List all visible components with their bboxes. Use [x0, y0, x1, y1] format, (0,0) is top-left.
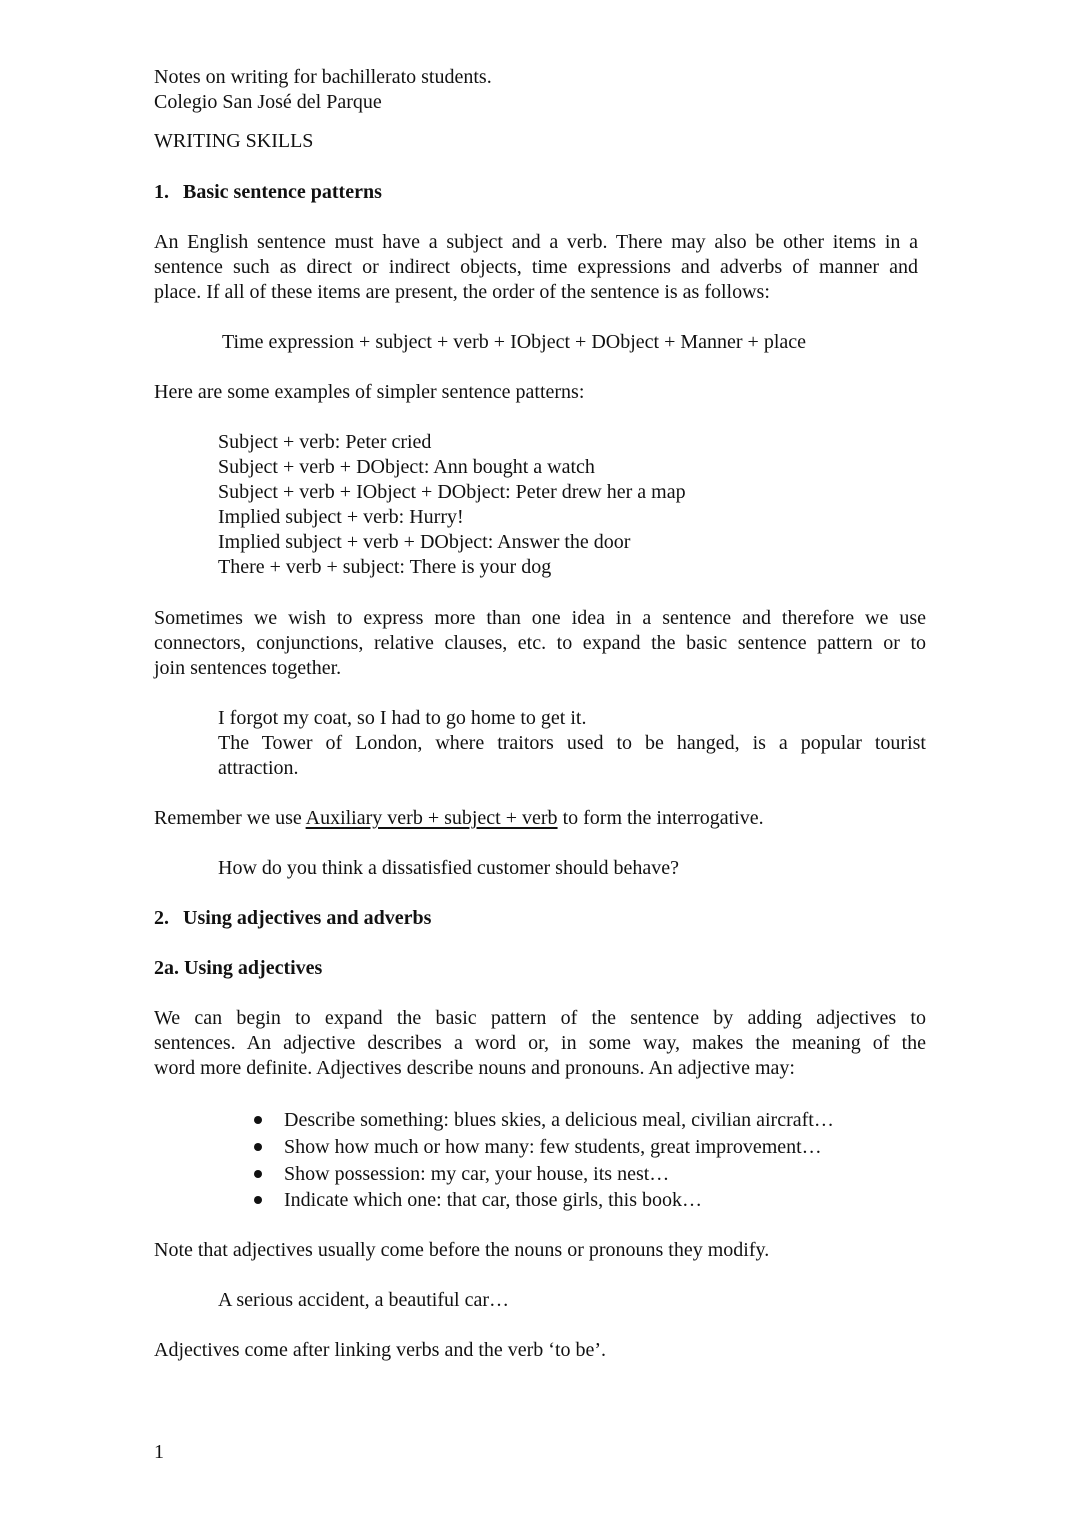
- interrogative-text-before: Remember we use: [154, 807, 306, 829]
- paragraph-line: sentences. An adjective describes a word or, in some way, makes the meaning of the: [154, 1032, 926, 1054]
- paragraph-line: sentence such as direct or indirect objects, time expressions and adverbs of manner and: [154, 256, 918, 278]
- interrogative-example: How do you think a dissatisfied customer should behave?: [218, 857, 680, 879]
- document-title: WRITING SKILLS: [154, 130, 314, 152]
- section-1-title: Basic sentence patterns: [183, 181, 382, 203]
- section-1-heading: [154, 180, 382, 205]
- examples-intro: Here are some examples of simpler sentence patterns:: [154, 381, 585, 403]
- list-item-text: Describe something: blues skies, a delicious meal, civilian aircraft…: [284, 1109, 834, 1131]
- paragraph-line: connectors, conjunctions, relative clauses, etc. to expand the basic sentence pattern or to: [154, 632, 926, 654]
- sentence-order-formula: Time expression + subject + verb + IObject + DObject + Manner + place: [222, 331, 807, 353]
- bullet-icon: [254, 1143, 262, 1151]
- paragraph-line: place. If all of these items are present, the order of the sentence is as follows:: [154, 281, 770, 303]
- section-1-intro: [154, 230, 918, 305]
- example-line: I forgot my coat, so I had to go home to get it.: [218, 707, 587, 729]
- example-line: attraction.: [218, 757, 299, 779]
- paragraph-line: We can begin to expand the basic pattern of the sentence by adding adjectives to: [154, 1007, 926, 1029]
- section-2-title: Using adjectives and adverbs: [183, 907, 432, 929]
- section-2-heading: [154, 906, 431, 931]
- list-item-text: Show possession: my car, your house, its nest…: [284, 1163, 670, 1185]
- adjectives-intro: [154, 1006, 926, 1081]
- connector-examples: [218, 706, 926, 781]
- interrogative-pattern: Auxiliary verb + subject + verb: [305, 807, 558, 829]
- example-line: Implied subject + verb: Hurry!: [218, 506, 464, 528]
- section-2a-heading: 2a. Using adjectives: [154, 957, 323, 979]
- paragraph-line: Sometimes we wish to express more than one idea in a sentence and therefore we use: [154, 607, 926, 629]
- paragraph-line: word more definite. Adjectives describe nouns and pronouns. An adjective may:: [154, 1057, 795, 1079]
- list-item-text: Indicate which one: that car, those girls, this book…: [284, 1189, 702, 1211]
- interrogative-rule: [154, 806, 764, 831]
- example-line: The Tower of London, where traitors used to be hanged, is a popular tourist: [218, 732, 926, 754]
- example-line: Subject + verb: Peter cried: [218, 431, 432, 453]
- example-line: Subject + verb + DObject: Ann bought a watch: [218, 456, 595, 478]
- connectors-paragraph: [154, 606, 926, 681]
- adjective-position-note: Note that adjectives usually come before the nouns or pronouns they modify.: [154, 1239, 770, 1261]
- section-1-number: 1.: [154, 181, 169, 203]
- interrogative-text-after: to form the interrogative.: [557, 807, 764, 829]
- page-number: 1: [154, 1441, 164, 1463]
- header-line-2: Colegio San José del Parque: [154, 91, 382, 113]
- list-item-text: Show how much or how many: few students, great improvement…: [284, 1136, 822, 1158]
- bullet-icon: [254, 1196, 262, 1204]
- bullet-icon: [254, 1116, 262, 1124]
- paragraph-line: join sentences together.: [154, 657, 342, 679]
- example-line: Implied subject + verb + DObject: Answer the door: [218, 531, 631, 553]
- section-2-number: 2.: [154, 907, 169, 929]
- example-line: Subject + verb + IObject + DObject: Peter drew her a map: [218, 481, 686, 503]
- header-line-1: Notes on writing for bachillerato students.: [154, 66, 492, 88]
- adjective-position-example: A serious accident, a beautiful car…: [218, 1289, 509, 1311]
- paragraph-line: An English sentence must have a subject and a verb. There may also be other items in a: [154, 231, 918, 253]
- bullet-icon: [254, 1170, 262, 1178]
- linking-verbs-note: Adjectives come after linking verbs and the verb ‘to be’.: [154, 1339, 607, 1361]
- example-line: There + verb + subject: There is your dog: [218, 556, 552, 578]
